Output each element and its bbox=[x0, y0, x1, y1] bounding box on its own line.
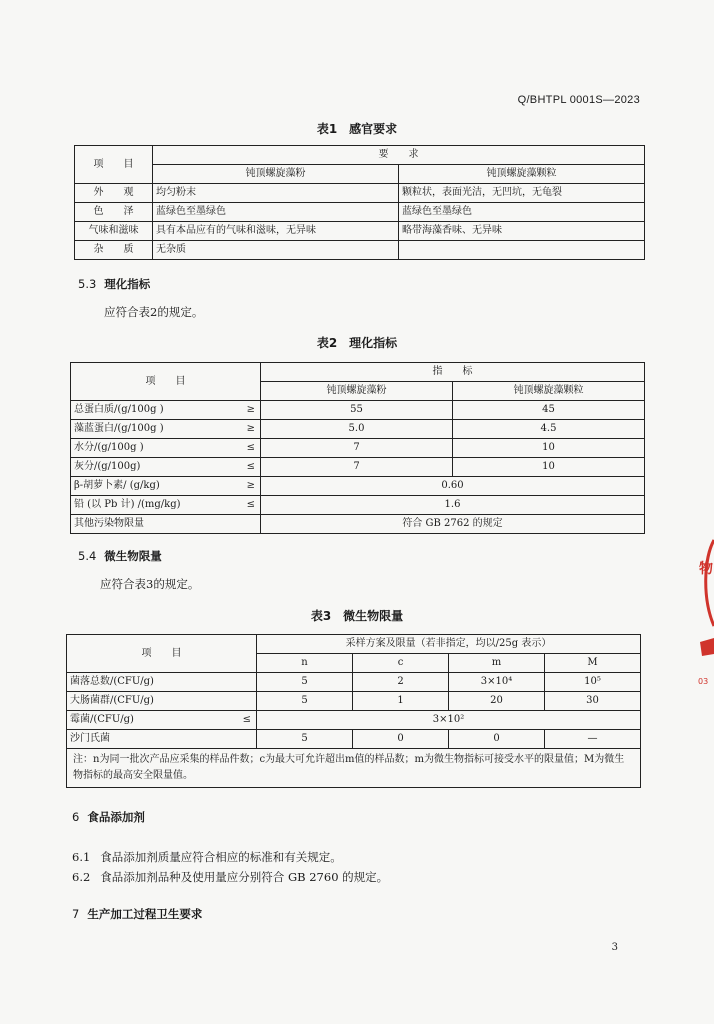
table1-cell-item: 外 观 bbox=[75, 184, 153, 203]
table2-cell-powder: 55 bbox=[261, 401, 453, 420]
table1-cell-powder: 蓝绿色至墨绿色 bbox=[153, 203, 399, 222]
item-label: 水分/(g/100g ) bbox=[74, 442, 144, 453]
table-row bbox=[67, 673, 641, 692]
table3-cell-M: 30 bbox=[545, 692, 641, 711]
section-title: 微生物限量 bbox=[104, 549, 162, 563]
table2-subheader-powder: 钝顶螺旋藻粉 bbox=[261, 382, 453, 401]
table3-subheader-c: c bbox=[353, 654, 449, 673]
table1-caption: 表1 感官要求 bbox=[316, 122, 398, 136]
table2-cell-granule: 10 bbox=[453, 458, 645, 477]
table1-sensory bbox=[74, 145, 645, 260]
table3-header-plan: 采样方案及限量（若非指定，均以/25g 表示） bbox=[257, 635, 641, 654]
item-label: 藻蓝蛋白/(g/100g ) bbox=[74, 423, 164, 434]
table3-cell-c: 1 bbox=[353, 692, 449, 711]
table2-cell-powder: 7 bbox=[261, 458, 453, 477]
table1-cell-powder: 具有本品应有的气味和滋味，无异味 bbox=[153, 222, 399, 241]
table3-cell-c: 0 bbox=[353, 730, 449, 749]
seal-stamp-fragment bbox=[696, 538, 714, 698]
clause-number: 6.1 bbox=[72, 850, 91, 864]
table2-cell-item bbox=[71, 496, 261, 515]
comparison-symbol: ≥ bbox=[246, 480, 255, 491]
table2-caption: 表2 理化指标 bbox=[316, 336, 398, 350]
table3-cell-n: 5 bbox=[257, 692, 353, 711]
table-row bbox=[67, 711, 641, 730]
section-5-3-text: 应符合表2的规定。 bbox=[104, 305, 204, 319]
table1-cell-powder: 无杂质 bbox=[153, 241, 399, 260]
table2-cell-granule: 4.5 bbox=[453, 420, 645, 439]
table3-cell-n: 5 bbox=[257, 673, 353, 692]
section-5-4-heading bbox=[78, 548, 162, 564]
section-7-heading bbox=[72, 906, 202, 922]
table2-cell-granule: 10 bbox=[453, 439, 645, 458]
table2-cell-powder: 5.0 bbox=[261, 420, 453, 439]
table2-cell-item bbox=[71, 401, 261, 420]
clause-6-2 bbox=[72, 869, 388, 885]
document-code: Q/BHTPL 0001S—2023 bbox=[517, 94, 640, 106]
table2-physicochemical bbox=[70, 362, 645, 534]
table2-cell-merged: 0.60 bbox=[261, 477, 645, 496]
table-row bbox=[71, 420, 645, 439]
section-5-4-text: 应符合表3的规定。 bbox=[100, 577, 200, 591]
table-row bbox=[75, 241, 645, 260]
section-title: 生产加工过程卫生要求 bbox=[87, 907, 203, 921]
table2-cell-item bbox=[71, 458, 261, 477]
table1-subheader-granule: 钝顶螺旋藻颗粒 bbox=[399, 165, 645, 184]
table3-subheader-M: M bbox=[545, 654, 641, 673]
clause-text: 食品添加剂品种及使用量应分别符合 GB 2760 的规定。 bbox=[100, 870, 389, 884]
table2-subheader-granule: 钝顶螺旋藻颗粒 bbox=[453, 382, 645, 401]
table3-caption: 表3 微生物限量 bbox=[310, 609, 404, 623]
table-row bbox=[71, 401, 645, 420]
table-row bbox=[71, 515, 645, 534]
table1-cell-granule: 略带海藻香味、无异味 bbox=[399, 222, 645, 241]
table1-cell-granule: 蓝绿色至墨绿色 bbox=[399, 203, 645, 222]
section-number: 6 bbox=[72, 810, 80, 824]
stamp-mark-icon bbox=[696, 538, 714, 698]
table2-cell-item bbox=[71, 515, 261, 534]
table-row bbox=[71, 477, 645, 496]
stamp-digits: 03 bbox=[698, 677, 709, 686]
table-row bbox=[75, 203, 645, 222]
item-label: 霉菌/(CFU/g) bbox=[70, 714, 134, 725]
section-number: 5.4 bbox=[78, 549, 97, 563]
table3-subheader-n: n bbox=[257, 654, 353, 673]
table1-header-item: 项 目 bbox=[75, 146, 153, 184]
table-row bbox=[67, 730, 641, 749]
section-title: 理化指标 bbox=[104, 277, 151, 291]
table3-header-item: 项 目 bbox=[67, 635, 257, 673]
table1-subheader-powder: 钝顶螺旋藻粉 bbox=[153, 165, 399, 184]
comparison-symbol: ≥ bbox=[246, 404, 255, 415]
table3-cell-item: 菌落总数/(CFU/g) bbox=[67, 673, 257, 692]
table1-cell-item: 气味和滋味 bbox=[75, 222, 153, 241]
table1-cell-granule bbox=[399, 241, 645, 260]
clause-6-1 bbox=[72, 849, 342, 865]
table2-cell-merged: 符合 GB 2762 的规定 bbox=[261, 515, 645, 534]
section-6-heading bbox=[72, 809, 145, 825]
table3-cell-n: 5 bbox=[257, 730, 353, 749]
clause-text: 食品添加剂质量应符合相应的标准和有关规定。 bbox=[100, 850, 342, 864]
item-label: 灰分/(g/100g) bbox=[74, 461, 141, 472]
comparison-symbol: ≤ bbox=[246, 442, 255, 453]
table3-microbial bbox=[66, 634, 641, 788]
table-row bbox=[75, 184, 645, 203]
table1-cell-item: 杂 质 bbox=[75, 241, 153, 260]
table1-cell-item: 色 泽 bbox=[75, 203, 153, 222]
table-row bbox=[67, 692, 641, 711]
table3-cell-merged: 3×10² bbox=[257, 711, 641, 730]
item-label: 其他污染物限量 bbox=[74, 518, 144, 529]
table1-header-req: 要 求 bbox=[153, 146, 645, 165]
table1-cell-powder: 均匀粉末 bbox=[153, 184, 399, 203]
table2-cell-item bbox=[71, 420, 261, 439]
table3-note: 注：n为同一批次产品应采集的样品件数；c为最大可允许超出m值的样品数；m为微生物指标可接受水平的限量值；M为微生物指标的最高安全限量值。 bbox=[67, 749, 641, 788]
section-title: 食品添加剂 bbox=[87, 810, 145, 824]
table2-cell-granule: 45 bbox=[453, 401, 645, 420]
table3-cell-m: 20 bbox=[449, 692, 545, 711]
table3-cell-item: 大肠菌群/(CFU/g) bbox=[67, 692, 257, 711]
table-row bbox=[71, 496, 645, 515]
clause-number: 6.2 bbox=[72, 870, 91, 884]
table2-header-index: 指 标 bbox=[261, 363, 645, 382]
comparison-symbol: ≥ bbox=[246, 423, 255, 434]
item-label: 总蛋白质/(g/100g ) bbox=[74, 404, 164, 415]
table-row bbox=[67, 749, 641, 788]
section-5-3-heading bbox=[78, 276, 150, 292]
section-number: 5.3 bbox=[78, 277, 97, 291]
table-row bbox=[71, 439, 645, 458]
section-number: 7 bbox=[72, 907, 80, 921]
page-number: 3 bbox=[611, 942, 618, 953]
item-label: β-胡萝卜素/ (g/kg) bbox=[74, 480, 160, 491]
table3-cell-m: 3×10⁴ bbox=[449, 673, 545, 692]
table2-header-item: 项 目 bbox=[71, 363, 261, 401]
table1-cell-granule: 颗粒状，表面光洁，无凹坑，无龟裂 bbox=[399, 184, 645, 203]
item-label: 铅 (以 Pb 计) /(mg/kg) bbox=[74, 499, 181, 510]
comparison-symbol: ≤ bbox=[242, 714, 251, 725]
table2-cell-powder: 7 bbox=[261, 439, 453, 458]
table-row bbox=[71, 458, 645, 477]
table3-cell-M: — bbox=[545, 730, 641, 749]
table3-cell-item: 沙门氏菌 bbox=[67, 730, 257, 749]
table2-cell-item bbox=[71, 439, 261, 458]
table-row bbox=[75, 222, 645, 241]
table3-cell-M: 10⁵ bbox=[545, 673, 641, 692]
table3-cell-m: 0 bbox=[449, 730, 545, 749]
table2-cell-merged: 1.6 bbox=[261, 496, 645, 515]
comparison-symbol: ≤ bbox=[246, 499, 255, 510]
table3-cell-c: 2 bbox=[353, 673, 449, 692]
table3-cell-item bbox=[67, 711, 257, 730]
stamp-char: 物 bbox=[699, 561, 713, 577]
table3-subheader-m: m bbox=[449, 654, 545, 673]
comparison-symbol: ≤ bbox=[246, 461, 255, 472]
table2-cell-item bbox=[71, 477, 261, 496]
